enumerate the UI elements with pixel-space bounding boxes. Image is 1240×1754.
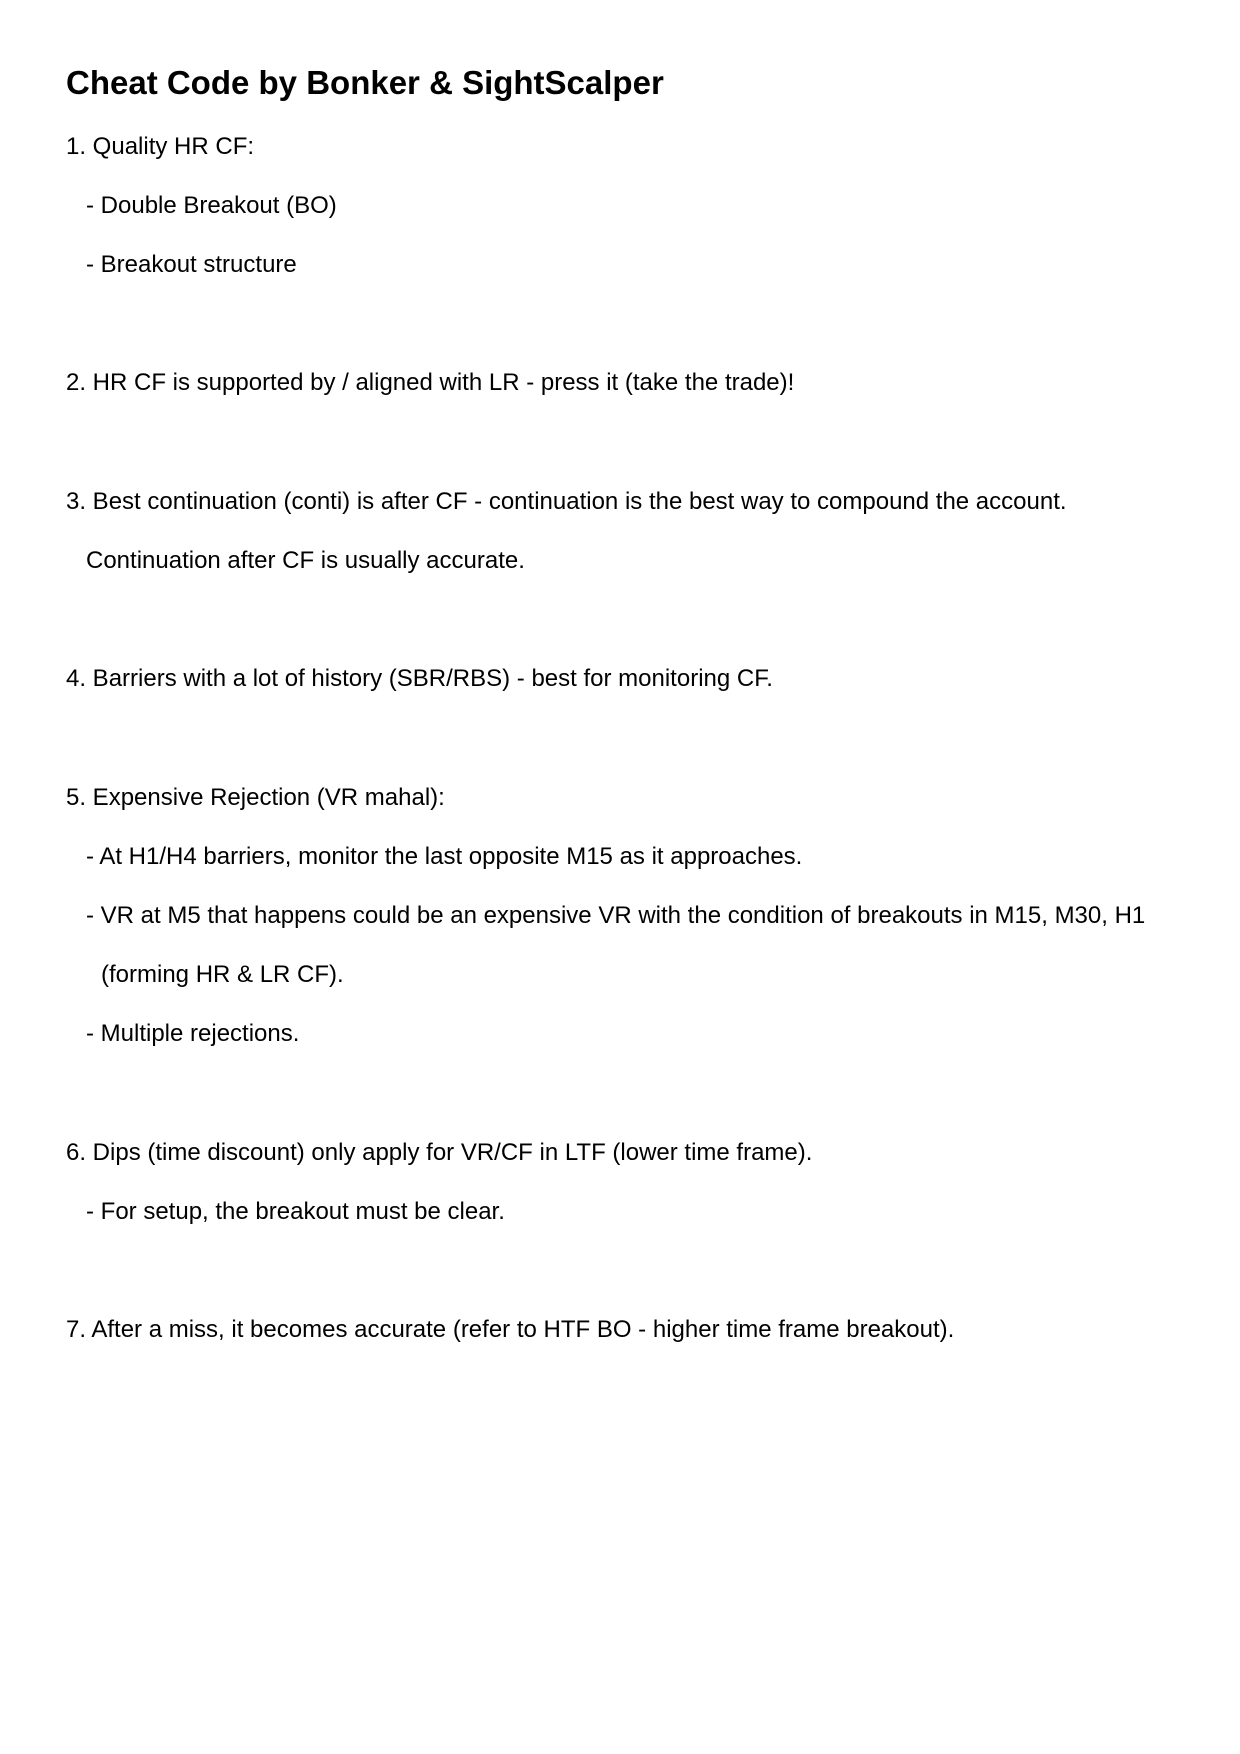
point-5-bullet-3: - Multiple rejections. [86, 1020, 300, 1047]
point-3-continuation: Continuation after CF is usually accurate. [86, 547, 525, 574]
point-1-bullet-2: - Breakout structure [86, 251, 297, 278]
point-1-bullet-1: - Double Breakout (BO) [86, 192, 337, 219]
point-6-bullet-1: - For setup, the breakout must be clear. [86, 1198, 505, 1225]
point-7: 7. After a miss, it becomes accurate (refer to HTF BO - higher time frame breakout). [66, 1316, 955, 1343]
point-5-bullet-2: - VR at M5 that happens could be an expensive VR with the condition of breakouts in M15, M30, H1 [86, 902, 1146, 929]
document-title: Cheat Code by Bonker & SightScalper [66, 64, 664, 101]
point-3: 3. Best continuation (conti) is after CF - continuation is the best way to compound the account. [66, 488, 1067, 515]
point-5-bullet-2-continuation: (forming HR & LR CF). [101, 961, 344, 988]
point-5-bullet-1: - At H1/H4 barriers, monitor the last opposite M15 as it approaches. [86, 843, 803, 870]
point-1-heading: 1. Quality HR CF: [66, 133, 255, 160]
point-6: 6. Dips (time discount) only apply for VR/CF in LTF (lower time frame). [66, 1139, 813, 1166]
point-4: 4. Barriers with a lot of history (SBR/RBS) - best for monitoring CF. [66, 665, 773, 692]
point-2: 2. HR CF is supported by / aligned with LR - press it (take the trade)! [66, 369, 795, 396]
point-5-heading: 5. Expensive Rejection (VR mahal): [66, 784, 445, 811]
